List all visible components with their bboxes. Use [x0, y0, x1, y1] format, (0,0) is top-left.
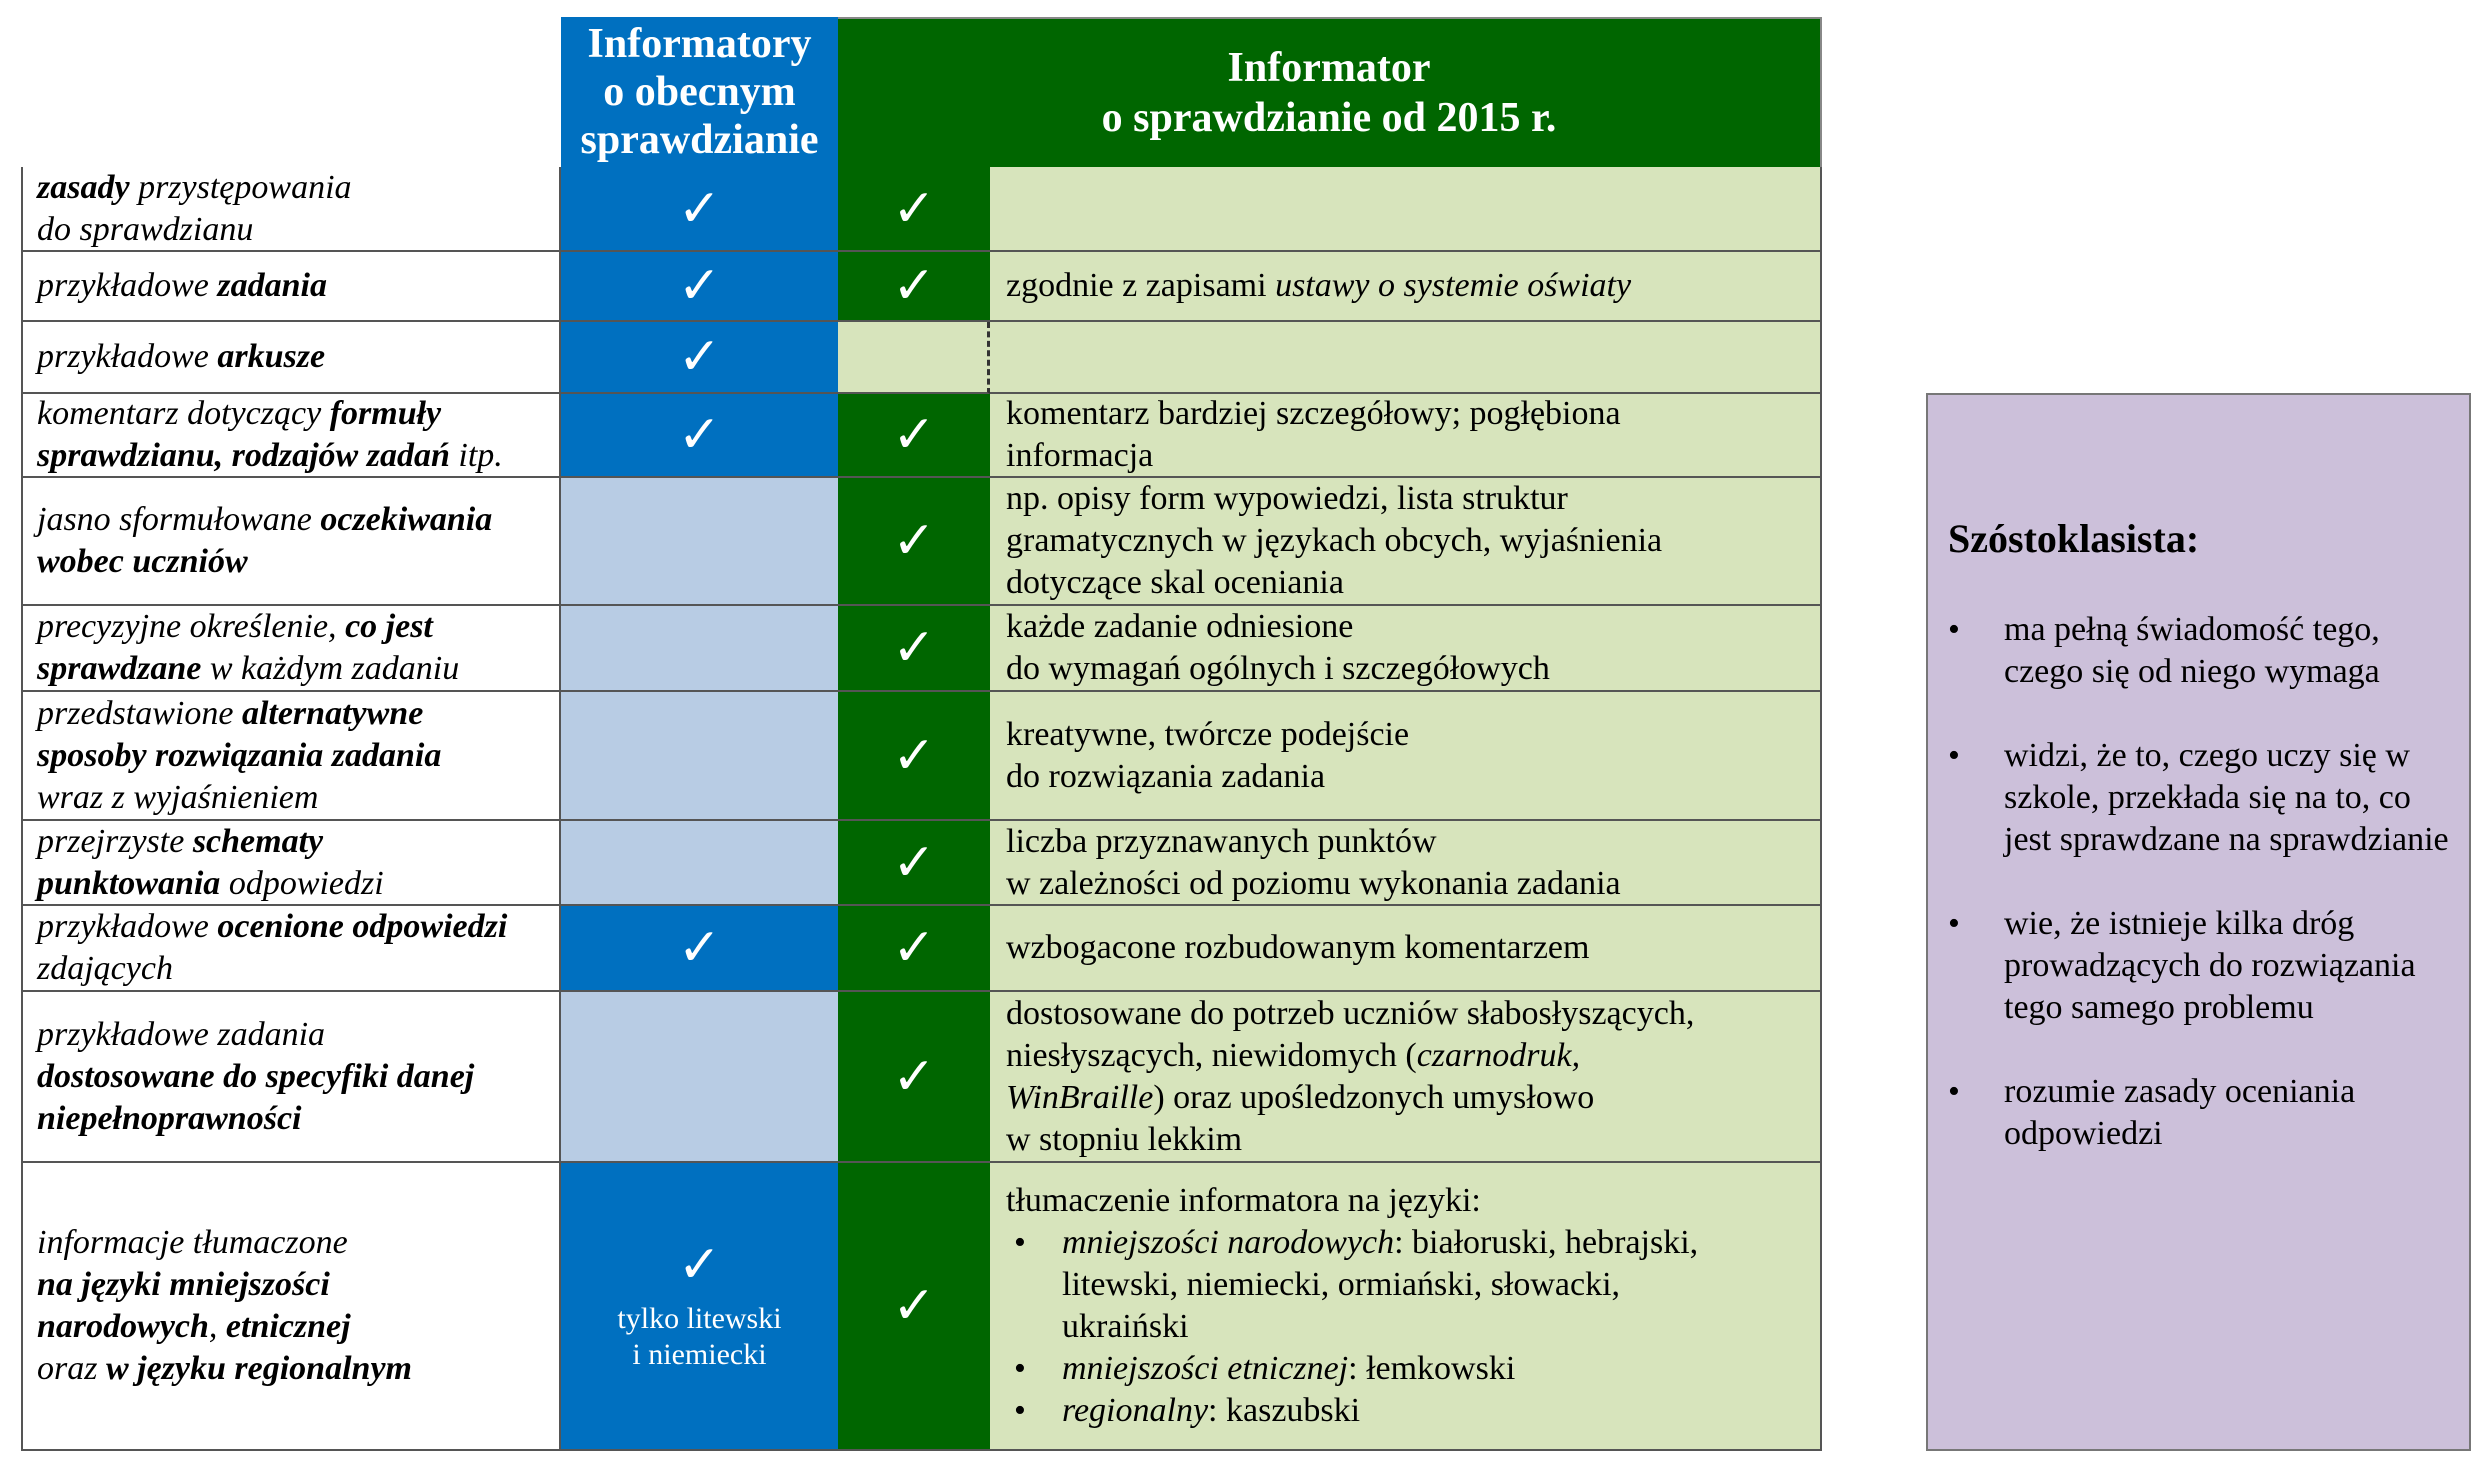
- new-informator-cell: [838, 252, 990, 322]
- row-description: [990, 606, 1822, 692]
- row-description-text: ) oraz upośledzonych umysłowo: [1153, 1078, 1595, 1116]
- row-label-text: przykładowe zadania: [37, 1015, 326, 1053]
- row-label-text: odpowiedzi: [220, 864, 384, 902]
- header-old-line: o obecnym: [603, 69, 796, 115]
- checkmark-icon: ✓: [892, 511, 936, 571]
- sixth-grader-title: Szóstoklasista:: [1948, 516, 2200, 561]
- row-description-text: kreatywne, twórcze podejście: [1006, 715, 1410, 753]
- row-label-text: sprawdzianu, rodzajów zadań: [37, 437, 450, 474]
- table-row: [21, 606, 1822, 692]
- row-label-line: [37, 541, 545, 583]
- row-description-line: [1006, 478, 1804, 520]
- sixth-grader-panel: [1926, 393, 2471, 1451]
- checkmark-icon: ✓: [677, 327, 722, 387]
- row-description: [990, 478, 1822, 606]
- row-label: [21, 692, 561, 821]
- new-informator-cell: [838, 167, 990, 252]
- language-list-text: : łemkowski: [1348, 1350, 1516, 1387]
- row-label-line: [37, 777, 545, 819]
- row-label-text: dostosowane do specyfiki danej: [37, 1057, 475, 1095]
- row-description-line: [1006, 863, 1804, 905]
- row-description-text: liczba przyznawanych punktów: [1006, 822, 1437, 860]
- new-informator-cell: [838, 394, 990, 478]
- old-note-line: i niemiecki: [632, 1338, 767, 1371]
- sixth-grader-list: [1948, 609, 2449, 1155]
- language-list-item: [1006, 1390, 1804, 1432]
- row-label-text: przejrzyste: [37, 822, 193, 860]
- row-description-line: [1006, 1119, 1804, 1161]
- sixth-grader-item: • widzi, że to, czego uczy się w szkole, przekłada się na to, co jest sprawdzane na sprawdzianie: [1948, 735, 2449, 861]
- row-description-text: ustawy o systemie oświaty: [1275, 267, 1632, 304]
- language-list-line: [1062, 1222, 1804, 1264]
- row-description-text: każde zadanie odniesione: [1006, 608, 1354, 645]
- row-description-text: do rozwiązania zadania: [1006, 757, 1326, 795]
- checkmark-icon: ✓: [892, 1276, 936, 1336]
- table-row: [21, 478, 1822, 606]
- row-label-text: formuły: [329, 395, 442, 432]
- table-row: [21, 692, 1822, 821]
- language-list-text: mniejszości narodowych: [1062, 1224, 1395, 1261]
- checkmark-icon: ✓: [677, 256, 722, 316]
- language-list-text: mniejszości etnicznej: [1062, 1350, 1349, 1387]
- old-note-line: tylko litewski: [617, 1302, 782, 1335]
- old-informator-cell: [561, 167, 838, 252]
- row-label-text: informacje tłumaczone: [37, 1224, 348, 1261]
- old-informator-cell: [561, 394, 838, 478]
- row-description-text: WinBraille: [1006, 1078, 1154, 1116]
- row-label-text: przedstawione: [37, 694, 242, 732]
- old-informator-cell: [561, 478, 838, 606]
- language-list-line: [1062, 1348, 1804, 1390]
- header-new-line: o sprawdzianie od 2015 r.: [1101, 95, 1557, 141]
- old-informator-cell: [561, 821, 838, 906]
- row-description-line: [1006, 756, 1804, 798]
- row-description: [990, 906, 1822, 992]
- row-description: [990, 252, 1822, 322]
- row-label: [21, 821, 561, 906]
- sixth-grader-item: • rozumie zasady oceniania odpowiedzi: [1948, 1071, 2449, 1155]
- row-label-text: zdających: [37, 950, 173, 987]
- row-description-text: do wymagań ogólnych i szczegółowych: [1006, 650, 1550, 687]
- row-label-text: co jest: [345, 608, 433, 645]
- table-row: [21, 906, 1822, 992]
- row-label-line: [37, 821, 545, 863]
- header-new-line: Informator: [1227, 45, 1431, 91]
- row-description-text: dostosowane do potrzeb uczniów słabosłyszących,: [1006, 994, 1695, 1032]
- row-description-line: [1006, 714, 1804, 756]
- row-description-line: [1006, 606, 1804, 648]
- row-description-line: [1006, 927, 1804, 969]
- language-list-text: regionalny: [1062, 1392, 1209, 1429]
- row-description-line: [1006, 648, 1804, 690]
- row-description-line: [1006, 1180, 1804, 1222]
- row-description: [990, 692, 1822, 821]
- language-list-text: : kaszubski: [1208, 1392, 1361, 1429]
- row-description-text: gramatycznych w językach obcych, wyjaśnienia: [1006, 522, 1663, 559]
- row-label-text: itp.: [449, 437, 503, 474]
- language-list-text: ukraiński: [1062, 1308, 1189, 1345]
- row-description-text: np. opisy form wypowiedzi, lista struktur: [1006, 480, 1568, 517]
- checkmark-icon: ✓: [677, 178, 722, 239]
- row-label: [21, 1163, 561, 1451]
- old-note: [617, 1301, 781, 1373]
- checkmark-icon: ✓: [892, 918, 936, 978]
- row-label-text: ocenione odpowiedzi: [217, 908, 508, 945]
- row-description-text: dotyczące skal oceniania: [1006, 564, 1344, 601]
- row-label-text: zasady: [37, 168, 130, 206]
- row-description-line: [1006, 993, 1804, 1035]
- row-label: [21, 606, 561, 692]
- row-label-line: [37, 167, 545, 209]
- row-label-line: [37, 1306, 545, 1348]
- row-label-text: przykładowe: [37, 908, 218, 945]
- row-label-line: [37, 863, 545, 905]
- row-label-line: [37, 435, 545, 477]
- old-informator-cell: [561, 252, 838, 322]
- row-description: [990, 821, 1822, 906]
- row-description-line: [1006, 1077, 1804, 1119]
- row-label-text: oczekiwania: [320, 501, 493, 538]
- language-list-line: [1062, 1264, 1804, 1306]
- table-row: [21, 821, 1822, 906]
- row-description-line: [1006, 1035, 1804, 1077]
- checkmark-icon: ✓: [677, 405, 722, 465]
- row-label: [21, 906, 561, 992]
- row-label-text: narodowych: [37, 1308, 209, 1345]
- row-label-line: [37, 735, 545, 777]
- row-description-text: komentarz bardziej szczegółowy; pogłębiona: [1006, 395, 1621, 432]
- row-label: [21, 992, 561, 1163]
- row-label-line: [37, 648, 545, 690]
- row-label-text: oraz: [37, 1350, 106, 1387]
- row-label-text: na języki mniejszości: [37, 1266, 330, 1303]
- language-list-text: litewski, niemiecki, ormiański, słowacki,: [1062, 1266, 1621, 1303]
- row-label-text: niepełnoprawności: [37, 1099, 302, 1137]
- old-informator-cell: [561, 692, 838, 821]
- row-label-text: etnicznej: [225, 1308, 351, 1345]
- language-list-text: : białoruski, hebrajski,: [1394, 1224, 1699, 1261]
- row-label: [21, 252, 561, 322]
- checkmark-icon: ✓: [892, 178, 936, 239]
- row-label-text: wraz z wyjaśnieniem: [37, 778, 319, 816]
- row-label-text: wobec uczniów: [37, 543, 248, 580]
- row-label-text: punktowania: [37, 864, 221, 902]
- checkmark-icon: ✓: [892, 256, 936, 316]
- table-row: [21, 322, 1822, 394]
- checkmark-icon: ✓: [892, 832, 936, 893]
- row-label-line: [37, 265, 545, 307]
- row-label-text: przykładowe: [37, 338, 218, 375]
- row-description-text: tłumaczenie informatora na języki:: [1006, 1182, 1481, 1219]
- row-description-text: zgodnie z zapisami: [1006, 267, 1276, 304]
- row-description-text: w zależności od poziomu wykonania zadania: [1006, 864, 1621, 902]
- row-label: [21, 167, 561, 252]
- row-label: [21, 478, 561, 606]
- language-list-line: [1062, 1306, 1804, 1348]
- table-row: [21, 992, 1822, 1163]
- row-description-text: informacja: [1006, 437, 1154, 474]
- row-description: [990, 992, 1822, 1163]
- row-label-line: [37, 1222, 545, 1264]
- sixth-grader-item: • wie, że istnieje kilka dróg prowadzących do rozwiązania tego samego problemu: [1948, 903, 2449, 1029]
- new-informator-cell: [838, 906, 990, 992]
- row-description-text: niesłyszących, niewidomych (: [1006, 1036, 1417, 1074]
- row-label-text: ,: [208, 1308, 226, 1345]
- row-label-line: [37, 1056, 545, 1098]
- new-informator-cell: [838, 692, 990, 821]
- row-label-text: komentarz dotyczący: [37, 395, 330, 432]
- row-label-text: schematy: [192, 822, 324, 860]
- row-label-text: arkusze: [217, 338, 326, 375]
- row-label-line: [37, 1348, 545, 1390]
- language-list-item: [1006, 1348, 1804, 1390]
- row-label-text: w języku regionalnym: [105, 1350, 412, 1387]
- checkmark-icon: ✓: [677, 918, 722, 978]
- table-row: [21, 167, 1822, 252]
- checkmark-icon: ✓: [892, 405, 936, 465]
- new-informator-cell: [838, 992, 990, 1163]
- row-label-line: [37, 906, 545, 948]
- row-description-text: czarnodruk,: [1416, 1036, 1581, 1074]
- header-current-informators: [561, 17, 838, 167]
- row-label-line: [37, 336, 545, 378]
- row-description: [990, 394, 1822, 478]
- table-row: [21, 1163, 1822, 1451]
- row-description-line: [1006, 265, 1804, 307]
- old-informator-cell: [561, 1163, 838, 1451]
- checkmark-icon: ✓: [892, 1046, 936, 1107]
- row-label-text: precyzyjne określenie,: [37, 608, 346, 645]
- row-label-text: alternatywne: [241, 694, 424, 732]
- checkmark-icon: ✓: [892, 618, 936, 678]
- sixth-grader-item: • ma pełną świadomość tego, czego się od niego wymaga: [1948, 609, 2449, 693]
- old-informator-cell: [561, 906, 838, 992]
- row-label-line: [37, 1098, 545, 1140]
- row-description-line: [1006, 520, 1804, 562]
- row-description-text: w stopniu lekkim: [1006, 1120, 1243, 1158]
- header-old-line: Informatory: [587, 21, 812, 67]
- row-description-line: [1006, 393, 1804, 435]
- row-label-line: [37, 1264, 545, 1306]
- row-description-line: [1006, 821, 1804, 863]
- row-label-line: [37, 209, 545, 251]
- row-label-line: [37, 499, 545, 541]
- old-informator-cell: [561, 992, 838, 1163]
- checkmark-icon: ✓: [677, 1235, 722, 1295]
- old-informator-cell: [561, 606, 838, 692]
- row-label: [21, 322, 561, 394]
- new-informator-cell: [838, 478, 990, 606]
- row-description-line: [1006, 435, 1804, 477]
- new-informator-cell: [838, 1163, 990, 1451]
- new-informator-cell: [838, 821, 990, 906]
- row-label-line: [37, 606, 545, 648]
- row-label-text: jasno sformułowane: [37, 501, 321, 538]
- row-label-text: sposoby rozwiązania zadania: [37, 736, 442, 774]
- new-informator-cell: [838, 606, 990, 692]
- checkmark-icon: ✓: [892, 725, 936, 786]
- row-label-text: zadania: [217, 267, 327, 304]
- row-label-text: przystępowania: [129, 168, 352, 206]
- language-list-item: [1006, 1222, 1804, 1348]
- row-label: [21, 394, 561, 478]
- old-informator-cell: [561, 322, 838, 394]
- row-label-line: [37, 393, 545, 435]
- row-label-line: [37, 948, 545, 990]
- row-label-line: [37, 693, 545, 735]
- header-old-line: sprawdzianie: [580, 117, 819, 163]
- row-description: [990, 167, 1822, 252]
- row-description-text: wzbogacone rozbudowanym komentarzem: [1006, 929, 1590, 966]
- language-list: [1006, 1222, 1804, 1432]
- row-description-line: [1006, 562, 1804, 604]
- row-description: [990, 1163, 1822, 1451]
- language-list-line: [1062, 1390, 1804, 1432]
- table-row: [21, 252, 1822, 322]
- table-row: [21, 394, 1822, 478]
- new-informator-cell: [838, 322, 990, 394]
- row-label-text: przykładowe: [37, 267, 218, 304]
- row-label-text: w każdym zadaniu: [201, 650, 460, 687]
- header-new-informator: [838, 17, 1822, 167]
- row-label-line: [37, 1014, 545, 1056]
- row-label-text: sprawdzane: [37, 650, 202, 687]
- row-description: [990, 322, 1822, 394]
- row-label-text: do sprawdzianu: [37, 210, 254, 248]
